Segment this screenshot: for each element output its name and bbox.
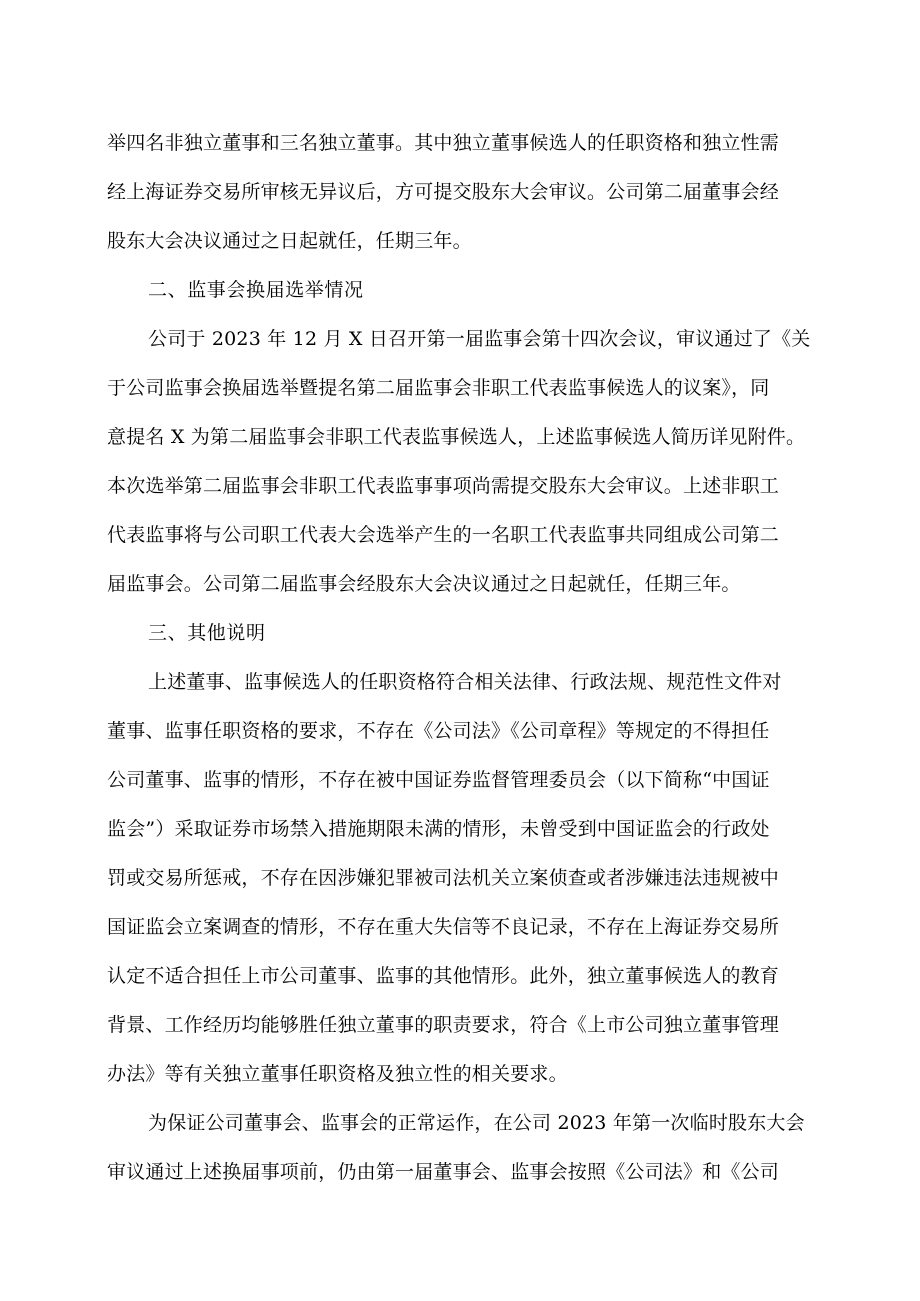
paragraph-line: 背景、工作经历均能够胜任独立董事的职责要求，符合《上市公司独立董事管理 [107,1014,780,1036]
paragraph-line: 监会”）采取证券市场禁入措施期限未满的情形，未曾受到中国证监会的行政处 [107,818,770,840]
paragraph-line: 办法》等有关独立董事任职资格及独立性的相关要求。 [107,1063,568,1085]
paragraph-line: 认定不适合担任上市公司董事、监事的其他情形。此外，独立董事候选人的教育 [107,965,780,987]
section-heading-supervisors-election: 二、监事会换届选举情况 [148,279,364,301]
paragraph-line: 经上海证券交易所审核无异议后，方可提交股东大会审议。公司第二届董事会经 [107,181,780,203]
paragraph-line: 罚或交易所惩戒，不存在因涉嫌犯罪被司法机关立案侦查或者涉嫌违法违规被中 [107,867,780,889]
paragraph-line: 公司于 2023 年 12 月 X 日召开第一届监事会第十四次会议，审议通过了《关 [148,328,811,350]
paragraph-line: 于公司监事会换届选举暨提名第二届监事会非职工代表监事候选人的议案》，同 [107,377,770,399]
paragraph-line: 董事、监事任职资格的要求，不存在《公司法》《公司章程》等规定的不得担任 [107,720,770,742]
paragraph-line: 上述董事、监事候选人的任职资格符合相关法律、行政法规、规范性文件对 [148,671,782,693]
paragraph-line: 意提名 X 为第二届监事会非职工代表监事候选人，上述监事候选人简历详见附件。 [107,426,806,448]
section-heading-other-notes: 三、其他说明 [148,622,266,644]
paragraph-line: 届监事会。公司第二届监事会经股东大会决议通过之日起就任，任期三年。 [107,573,741,595]
paragraph-line: 举四名非独立董事和三名独立董事。其中独立董事候选人的任职资格和独立性需 [107,132,780,154]
paragraph-line: 本次选举第二届监事会非职工代表监事事项尚需提交股东大会审议。上述非职工 [107,475,780,497]
paragraph-line: 国证监会立案调查的情形，不存在重大失信等不良记录，不存在上海证券交易所 [107,916,780,938]
paragraph-line: 代表监事将与公司职工代表大会选举产生的一名职工代表监事共同组成公司第二 [107,524,780,546]
paragraph-line: 公司董事、监事的情形，不存在被中国证券监督管理委员会（以下简称“中国证 [107,769,770,791]
paragraph-line: 股东大会决议通过之日起就任，任期三年。 [107,230,472,252]
paragraph-line: 审议通过上述换届事项前，仍由第一届董事会、监事会按照《公司法》和《公司 [107,1161,780,1183]
paragraph-line: 为保证公司董事会、监事会的正常运作，在公司 2023 年第一次临时股东大会 [148,1112,805,1134]
